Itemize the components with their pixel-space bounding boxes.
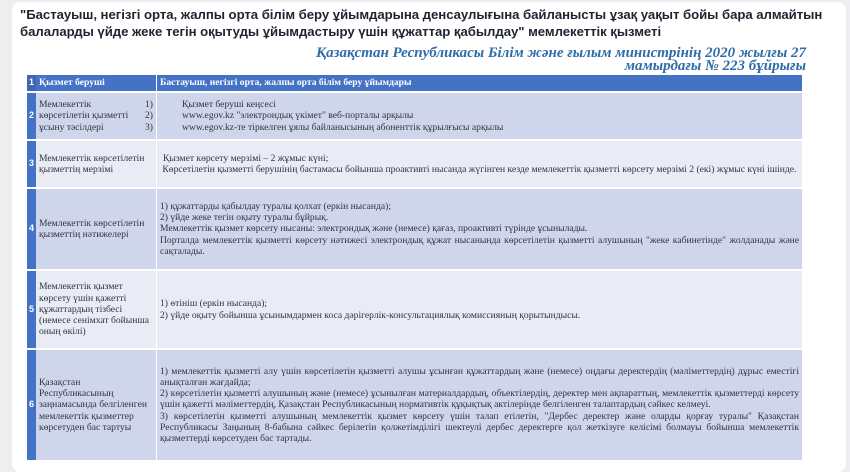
row-label: Мемлекеттік көрсетілетін қызметтің нәтижелері	[36, 188, 157, 270]
row-value	[157, 140, 803, 188]
row-number: 2	[27, 92, 36, 140]
row-label: Қазақстан Республикасының заңнамасында белгіленген мемлекеттік қызметтер көрсетуден бас тартуы	[36, 349, 157, 461]
paragraph: 2) үйде жеке тегін оқыту туралы бұйрық.	[160, 212, 329, 224]
paragraph: 3) көрсетілетін қызметті алушының мемлекеттік қызмет көрсету үшін талап етілетін, "Дербес деректер және оларды қорғау туралы" Қазақстан Республикасы Заңының 8-бабына сәйкес берілетін қолжетімділігі шектеулі дербес деректерге қол жеткізуге келісімі болмауы бойынша мемлекеттік қызметтерді көрсетуден бас тартады.	[160, 410, 799, 444]
row-value	[157, 188, 803, 270]
table-row	[27, 270, 802, 349]
row-number: 3	[27, 140, 36, 188]
paragraph: 1) құжаттарды қабылдау туралы қолхат (еркін нысанда);	[160, 200, 392, 212]
service-table	[27, 75, 802, 462]
table-row	[27, 349, 802, 461]
table-row	[27, 188, 802, 270]
paragraph: 1) өтініш (еркін нысанда);	[160, 298, 268, 310]
list-item: www.egov.kz "электрондық үкімет" веб-порталы арқылы	[182, 110, 414, 122]
row-number: 4	[27, 188, 36, 270]
decree-reference	[286, 45, 806, 77]
row-label	[36, 92, 157, 140]
row-label-line: Мемлекеттік	[39, 99, 92, 111]
table-row	[27, 140, 802, 188]
paragraph: Порталда мемлекеттік қызметті көрсету нәтижесі электрондық құжат нысанында көрсетілетін қызметті алушының "жеке кабинетінде" жолданады және сақталады.	[160, 234, 799, 257]
document-title: "Бастауыш, негізгі орта, жалпы орта білім беру ұйымдарына денсаулығына байланысты ұзақ уақыт бойы бара алмайтын балаларды үйде жеке тегін оқытуды ұйымдастыру үшін құжаттар қабылдау" мемлекеттік қызметі	[20, 7, 823, 39]
row-value	[157, 92, 803, 140]
row-number: 6	[27, 349, 36, 461]
table-header-row	[27, 75, 802, 92]
list-marker: 1)	[145, 99, 153, 111]
list-marker: 3)	[145, 121, 153, 133]
paragraph: 1) мемлекеттік қызметті алу үшін көрсетілетін қызметті алушы ұсынған құжаттардың және (немесе) оңдағы деректердің (мәліметтердің) дұрыс еместігі анықталған жағдайда;	[160, 365, 799, 388]
decree-line-1: Қазақстан Республикасы Білім және ғылым министрінің 2020 жылғы 27	[316, 45, 806, 61]
paragraph: Мемлекеттік қызмет көрсету нысаны: электрондық және (немесе) қағаз, проактивті түрінде ұсынылады.	[160, 223, 588, 235]
row-label: Мемлекеттік көрсетілетін қызметтің мерзімі	[36, 140, 157, 188]
header-label: Қызмет беруші	[36, 75, 157, 92]
paragraph: 2) үйде оқыту бойынша ұсынымдармен коса дәрігерлік-консультациялық комиссияның қорытындысы.	[160, 309, 581, 321]
list-marker: 2)	[145, 110, 153, 122]
decree-line-2: мамырдағы № 223 бұйрығы	[624, 58, 806, 74]
header-value: Бастауыш, негізгі орта, жалпы орта білім беру ұйымдары	[157, 75, 803, 92]
row-label: Мемлекеттік қызмет көрсету үшін қажетті құжаттардың тізбесі (немесе сенімхат бойынша оның өкілі)	[36, 270, 157, 349]
row-label-line: ұсыну тәсілдері	[39, 121, 104, 133]
row-label-line: көрсетілетін қызметті	[39, 110, 129, 122]
paragraph: Қызмет көрсету мерзімі – 2 жұмыс күні;	[163, 152, 329, 164]
row-value	[157, 270, 803, 349]
paragraph: Көрсетілетін қызметті берушінің бастамасы бойынша проактивті нысанда жүгінген кезде мемлекеттік қызметті көрсету мерзімі 2 (екі) жұмыс күні ішінде.	[160, 164, 797, 175]
row-number: 5	[27, 270, 36, 349]
paragraph: 2) көрсетілетін қызметті алушының және (немесе) ұсынылған материалдардың, объектілердің, деректер мен ақпараттың, мемлекеттік қызметтерді көрсету үшін қажетті мәліметтердің, Қазақстан Республикасының нормативтік құқықтық актілерінде белгіленген талаптардың сәйкес келмеуі.	[160, 388, 799, 411]
row-number: 1	[27, 75, 36, 92]
row-value	[157, 349, 803, 461]
table-row	[27, 92, 802, 140]
list-item: Қызмет беруші кеңсесі	[182, 99, 276, 111]
list-item: www.egov.kz-те тіркелген ұялы байланысының абоненттік құрылғысы арқылы	[182, 121, 504, 133]
